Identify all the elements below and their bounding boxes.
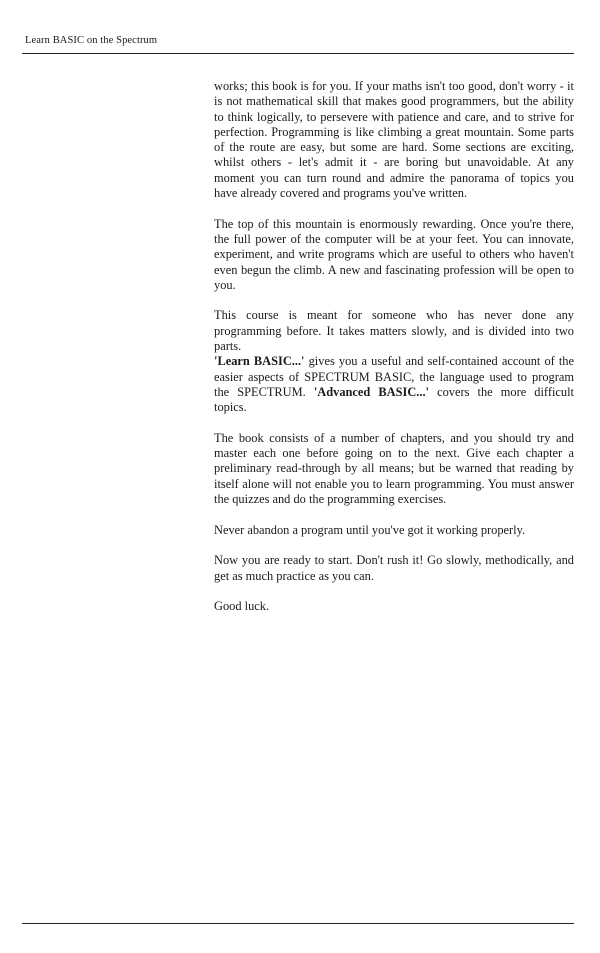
paragraph: works; this book is for you. If your maths isn't too good, don't worry - it is not mathematical skill that makes good programmers, but the ability to think logically, to persevere with patience and care, and to strive for perfection. Programming is like climbing a great mountain. Some parts of the route are easy, but some are hard. Some sections are exciting, whilst others - let's admit it - are boring but unavoidable. At any moment you can turn round and admire the panorama of topics you have already covered and programs you've written. bbox=[214, 79, 574, 201]
paragraph-course-parts bbox=[214, 308, 574, 415]
paragraph-text: gives you a useful and self-contained account of the easier aspects of SPECTRUM BASIC, the language used to program the SPECTRUM. bbox=[214, 354, 575, 399]
paragraph-text: This course is meant for someone who has never done any programming before. It takes matters slowly, and is divided into two parts. bbox=[214, 308, 574, 354]
running-head: Learn BASIC on the Spectrum bbox=[25, 35, 158, 46]
paragraph: Now you are ready to start. Don't rush it! Go slowly, methodically, and get as much practice as you can. bbox=[214, 553, 574, 583]
header-rule bbox=[22, 53, 574, 54]
paragraph: The top of this mountain is enormously rewarding. Once you're there, the full power of the computer will be at your feet. You can innovate, experiment, and write programs which are useful to others who haven't even begun the climb. A new and fascinating profession will be open to you. bbox=[214, 216, 574, 292]
book-title-learn-basic: 'Learn BASIC...' bbox=[214, 354, 305, 369]
body-text bbox=[214, 79, 574, 630]
footer-rule bbox=[22, 923, 574, 924]
paragraph-text: covers the more difficult topics. bbox=[214, 384, 574, 415]
book-title-advanced-basic: 'Advanced BASIC...' bbox=[313, 384, 429, 399]
paragraph: The book consists of a number of chapters, and you should try and master each one before going on to the next. Give each chapter a preliminary read-through by all means; but be warned that reading by itself alone will not enable you to learn programming. You must answer the quizzes and do the programming exercises. bbox=[214, 430, 574, 507]
paragraph: Never abandon a program until you've got it working properly. bbox=[214, 522, 526, 537]
paragraph: Good luck. bbox=[214, 599, 270, 614]
